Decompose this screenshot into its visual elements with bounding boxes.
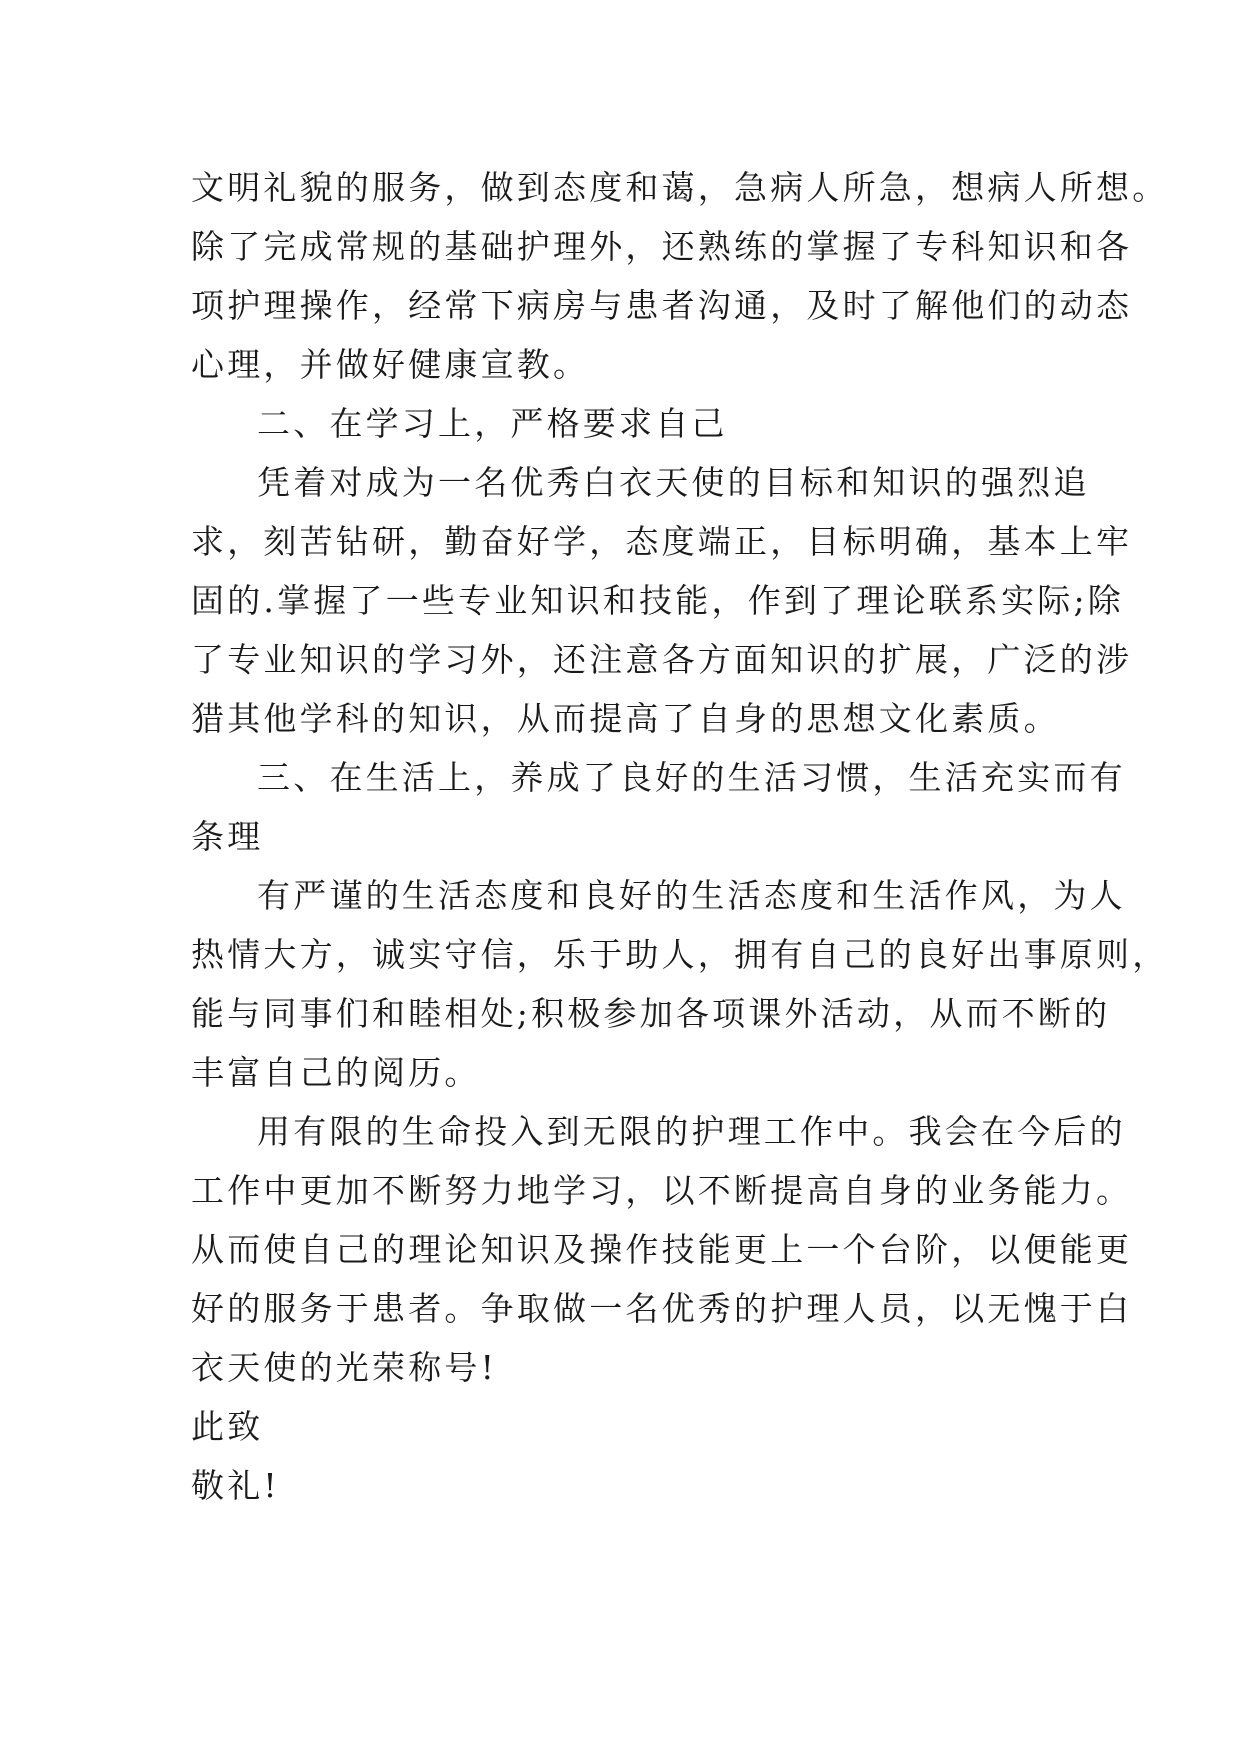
text-line: 热情大方，诚实守信，乐于助人，拥有自己的良好出事原则， bbox=[191, 935, 1169, 974]
text-line: 凭着对成为一名优秀白衣天使的目标和知识的强烈追 bbox=[257, 463, 1090, 502]
text-line: 工作中更加不断努力地学习，以不断提高自身的业务能力。 bbox=[191, 1171, 1133, 1210]
text-line: 条理 bbox=[191, 817, 264, 856]
text-line: 猎其他学科的知识，从而提高了自身的思想文化素质。 bbox=[191, 699, 1060, 738]
text-line: 心理，并做好健康宣教。 bbox=[191, 345, 590, 384]
text-line: 敬礼! bbox=[191, 1466, 280, 1505]
text-line: 丰富自己的阅历。 bbox=[191, 1053, 481, 1092]
text-line: 除了完成常规的基础护理外，还熟练的掌握了专科知识和各 bbox=[191, 227, 1133, 266]
text-line: 此致 bbox=[191, 1407, 264, 1446]
text-line: 三、在生活上，养成了良好的生活习惯，生活充实而有 bbox=[257, 758, 1126, 797]
text-line: 二、在学习上，严格要求自己 bbox=[257, 404, 728, 443]
text-line: 好的服务于患者。争取做一名优秀的护理人员，以无愧于白 bbox=[191, 1289, 1133, 1328]
text-line: 衣天使的光荣称号! bbox=[191, 1348, 498, 1387]
text-line: 固的.掌握了一些专业知识和技能，作到了理论联系实际;除 bbox=[191, 581, 1125, 620]
text-line: 了专业知识的学习外，还注意各方面知识的扩展，广泛的涉 bbox=[191, 640, 1133, 679]
document-body bbox=[191, 158, 1169, 1515]
text-line: 有严谨的生活态度和良好的生活态度和生活作风，为人 bbox=[257, 876, 1126, 915]
text-line: 能与同事们和睦相处;积极参加各项课外活动，从而不断的 bbox=[191, 994, 1111, 1033]
text-line: 文明礼貌的服务，做到态度和蔼，急病人所急，想病人所想。 bbox=[191, 168, 1169, 207]
text-line: 求，刻苦钻研，勤奋好学，态度端正，目标明确，基本上牢 bbox=[191, 522, 1133, 561]
text-line: 用有限的生命投入到无限的护理工作中。我会在今后的 bbox=[257, 1112, 1126, 1151]
text-line: 从而使自己的理论知识及操作技能更上一个台阶，以便能更 bbox=[191, 1230, 1133, 1269]
text-line: 项护理操作，经常下病房与患者沟通，及时了解他们的动态 bbox=[191, 286, 1133, 325]
document-page bbox=[191, 158, 1169, 1515]
